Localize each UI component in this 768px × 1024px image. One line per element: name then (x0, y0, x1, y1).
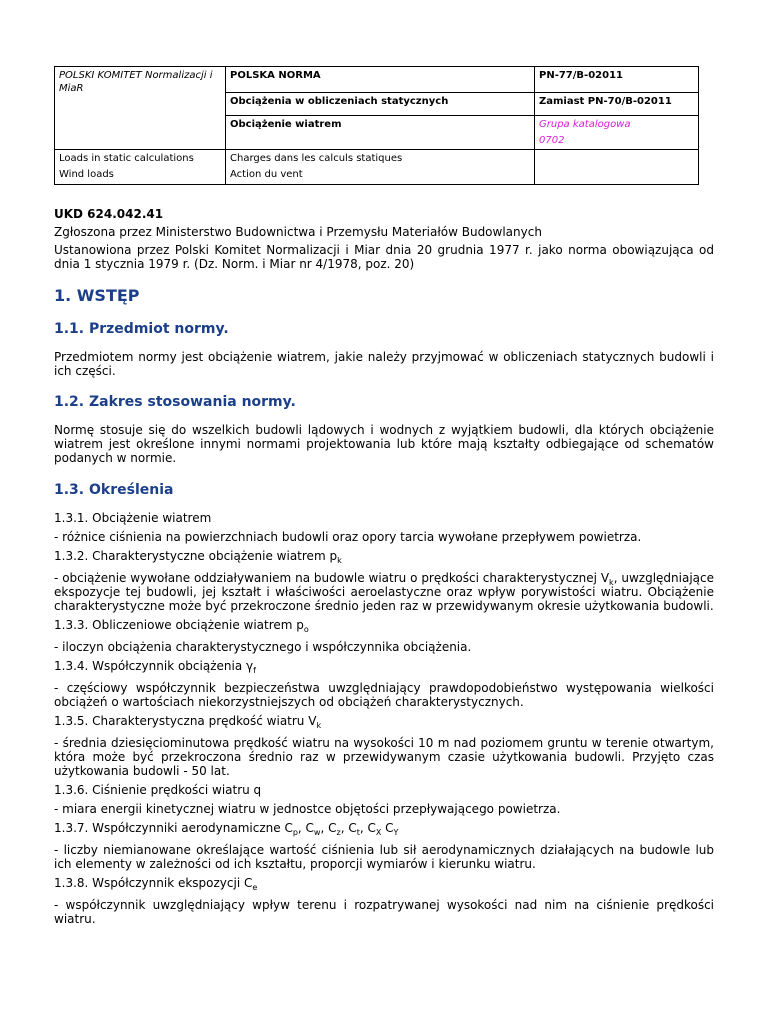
def-1-3-7-sub-p: p (292, 828, 298, 837)
def-1-3-7-term (54, 821, 714, 835)
subtitle-pl-cell (226, 116, 535, 150)
section-1-1-body: Przedmiotem normy jest obciążenie wiatrem, jakie należy przyjmować w obliczeniach statycznych budowli i ich części. (54, 350, 714, 378)
def-1-3-7-sub-t: t (356, 828, 360, 837)
def-1-3-3-term-sub: o (303, 625, 309, 634)
def-1-3-7-sub-z: z (336, 828, 341, 837)
catalog-group-number: 0702 (539, 135, 565, 146)
def-1-3-6-desc: - miara energii kinetycznej wiatru w jednostce objętości przepływającego powietrza. (54, 802, 561, 816)
ukd-code: UKD 624.042.41 (54, 207, 164, 221)
established-by: Ustanowiona przez Polski Komitet Normalizacji i Miar dnia 20 grudnia 1977 r. jako norma obowiązująca od dnia 1 stycznia 1979 r. (Dz. Norm. i Miar nr 4/1978, poz. 20) (54, 243, 714, 271)
def-1-3-4-desc: - częściowy współczynnik bezpieczeństwa uwzględniający prawdopodobieństwo występowania wielkości obciążeń o wartościach niekorzystniejszych od obciążeń charakterystycznych. (54, 681, 714, 709)
submitted-by: Zgłoszona przez Ministerstwo Budownictwa i Przemysłu Materiałów Budowlanych (54, 225, 542, 239)
def-1-3-1-term: 1.3.1. Obciążenie wiatrem (54, 511, 212, 525)
title-pl-cell (226, 93, 535, 116)
section-1-2-heading: 1.2. Zakres stosowania normy. (54, 394, 296, 410)
title-pl: Obciążenia w obliczeniach statycznych (230, 96, 449, 107)
def-1-3-7-desc: - liczby niemianowane określające wartość ciśnienia lub sił aerodynamicznych działających na budowle lub ich elementy w zależności od ich kształtu, proporcji wymiarów i kierunku wiatru. (54, 843, 714, 871)
def-1-3-8-term-sub: e (252, 883, 258, 892)
norm-number-cell (535, 67, 699, 93)
def-1-3-8-desc: - współczynnik uwzględniający wpływ terenu i rozpatrywanej wysokości nad nim na ciśnienie prędkości wiatru. (54, 898, 714, 926)
section-1-1-heading: 1.1. Przedmiot normy. (54, 321, 229, 337)
empty-cell (535, 150, 699, 185)
def-1-3-2-desc (54, 571, 714, 613)
def-1-3-2-desc-b: , uwzględniające ekspozycje tej budowli, jej kształt i właściwości aeroelastyczne oraz wpływ porywistości wiatru. Obciążenie charakterystyczne może być przekroczone średnio jeden raz w przewidywanym okresie użytkowania budowli. (54, 571, 714, 613)
def-1-3-8-term (54, 876, 714, 890)
def-1-3-7-sub-w: w (313, 828, 321, 837)
norm-label-cell (226, 67, 535, 93)
def-1-3-7-join-4: , C (359, 821, 376, 835)
def-1-3-7-term-text: 1.3.7. Współczynniki aerodynamiczne C (54, 821, 293, 835)
def-1-3-8-term-text: 1.3.8. Współczynnik ekspozycji C (54, 876, 253, 890)
catalog-group-cell (535, 116, 699, 150)
def-1-3-2-desc-a: - obciążenie wywołane oddziaływaniem na budowle wiatru o prędkości charakterystycznej V (54, 571, 610, 585)
catalog-group-label: Grupa katalogowa (539, 119, 631, 130)
def-1-3-7-join-2: , C (320, 821, 337, 835)
def-1-3-5-desc: - średnia dziesięciominutowa prędkość wiatru na wysokości 10 m nad poziomem gruntu w terenie otwartym, która może być przekroczona średnio raz w przewidywanym czasie użytkowania budowli. Przyjęto czas użytkowania budowli - 50 lat. (54, 736, 714, 778)
norm-label: POLSKA NORMA (230, 70, 321, 81)
def-1-3-6-term: 1.3.6. Ciśnienie prędkości wiatru q (54, 783, 262, 797)
def-1-3-2-desc-sub: k (609, 578, 614, 587)
def-1-3-7-join-1: , C (297, 821, 314, 835)
committee-cell (55, 67, 226, 150)
section-1-3-heading: 1.3. Określenia (54, 482, 174, 498)
replaces-cell (535, 93, 699, 116)
def-1-3-3-desc: - iloczyn obciążenia charakterystycznego i współczynnika obciążenia. (54, 640, 472, 654)
def-1-3-4-term-text: 1.3.4. Współczynnik obciążenia γ (54, 659, 254, 673)
def-1-3-7-sub-x: X (375, 828, 382, 837)
def-1-3-5-term (54, 714, 714, 728)
def-1-3-4-term-sub: f (253, 666, 256, 675)
english-title-cell (55, 150, 226, 185)
title-fr: Charges dans les calculs statiques (230, 153, 403, 164)
def-1-3-3-term-text: 1.3.3. Obliczeniowe obciążenie wiatrem p (54, 618, 304, 632)
def-1-3-5-term-sub: k (316, 721, 322, 730)
def-1-3-5-term-text: 1.3.5. Charakterystyczna prędkość wiatru V (54, 714, 317, 728)
def-1-3-7-join-5: C (381, 821, 394, 835)
def-1-3-2-term-text: 1.3.2. Charakterystyczne obciążenie wiatrem p (54, 549, 338, 563)
def-1-3-2-term (54, 549, 714, 563)
def-1-3-7-join-3: , C (340, 821, 357, 835)
def-1-3-7-sub-y: Y (393, 828, 399, 837)
french-title-cell (226, 150, 535, 185)
def-1-3-2-term-sub: k (337, 556, 342, 565)
def-1-3-3-term (54, 618, 714, 632)
standard-header-table (54, 66, 699, 185)
replaces-norm: Zamiast PN-70/B-02011 (539, 96, 672, 107)
subtitle-fr: Action du vent (230, 169, 303, 180)
def-1-3-1-desc: - różnice ciśnienia na powierzchniach budowli oraz opory tarcia wywołane przepływem powietrza. (54, 530, 642, 544)
norm-number: PN-77/B-02011 (539, 70, 623, 81)
section-1-2-body: Normę stosuje się do wszelkich budowli lądowych i wodnych z wyjątkiem budowli, dla których obciążenie wiatrem jest określone innymi normami projektowania lub które mają kształty odbiegające od schematów podanych w normie. (54, 423, 714, 465)
document-body (54, 207, 714, 926)
section-1-heading: 1. WSTĘP (54, 286, 140, 305)
committee-name: POLSKI KOMITET Normalizacji i MiaR (59, 70, 213, 94)
title-en: Loads in static calculations (59, 153, 194, 164)
subtitle-en: Wind loads (59, 169, 114, 180)
subtitle-pl: Obciążenie wiatrem (230, 119, 342, 130)
def-1-3-4-term (54, 659, 714, 673)
